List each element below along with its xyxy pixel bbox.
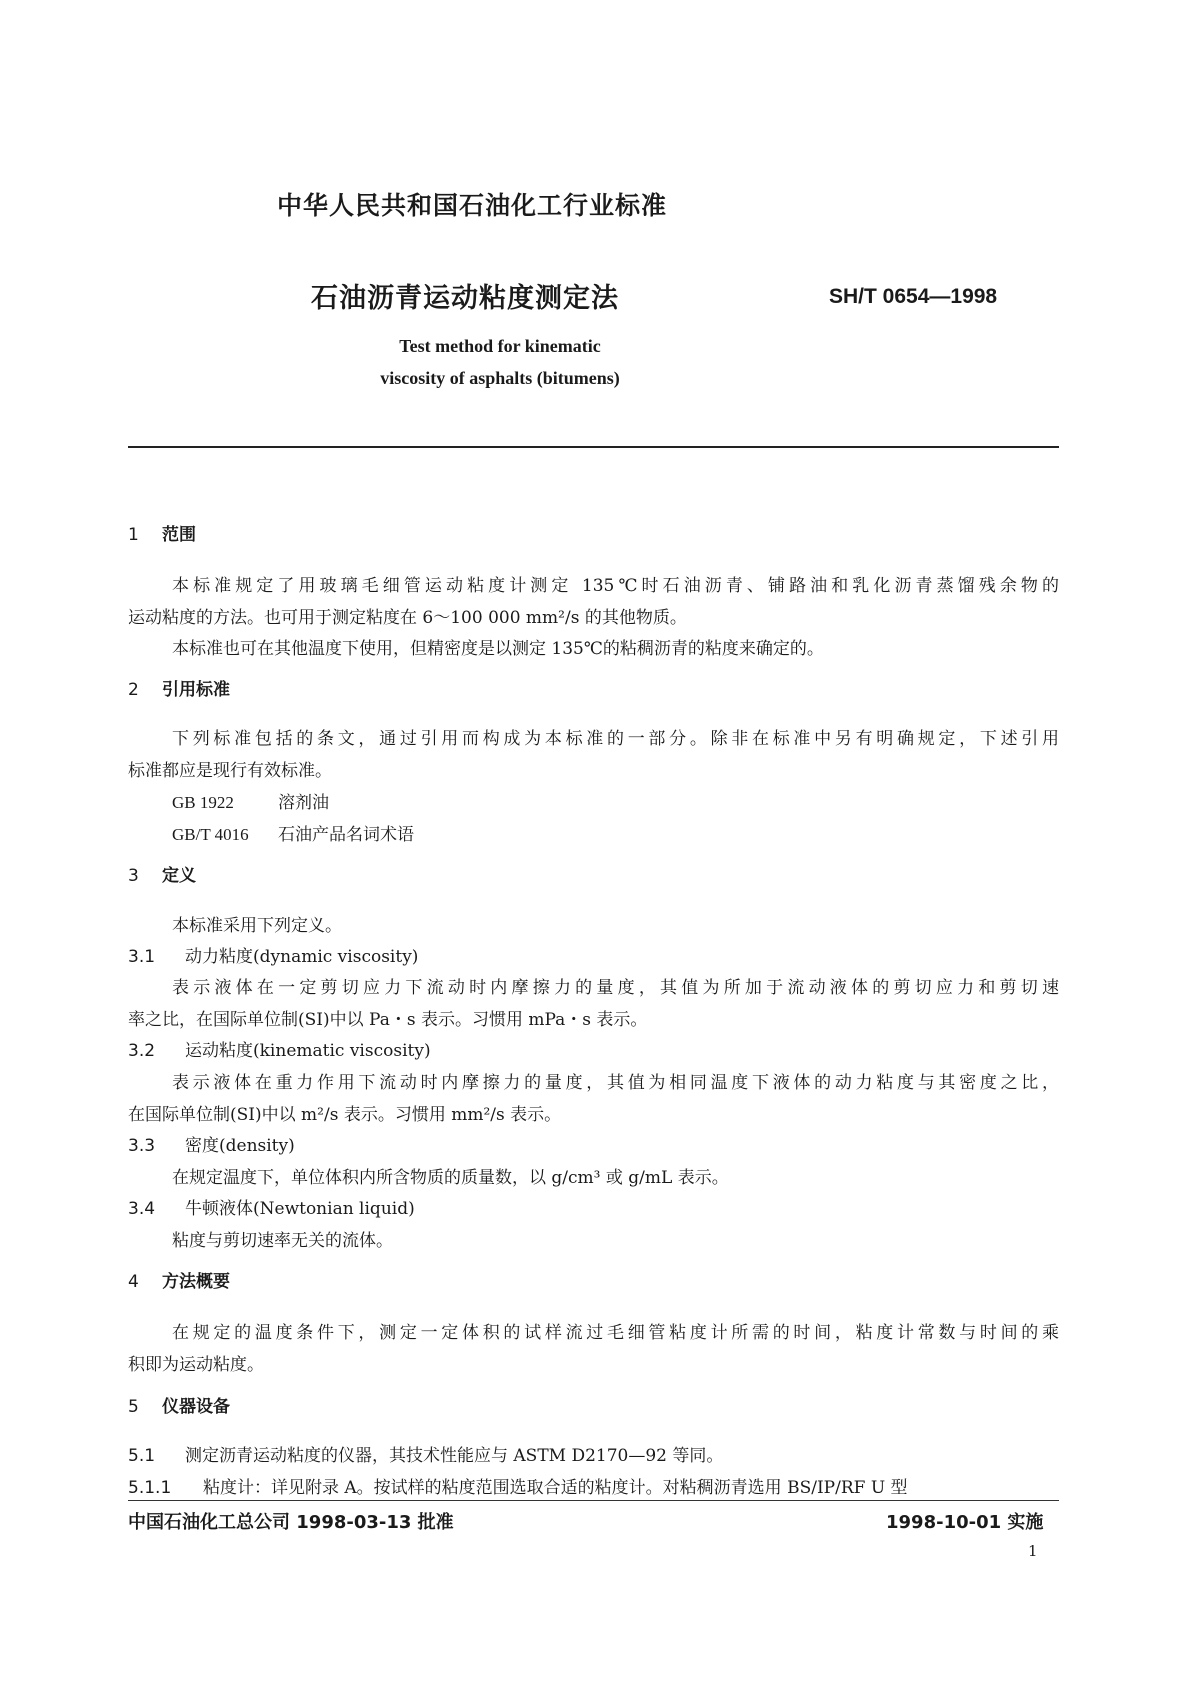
page-title: 石油沥青运动粘度测定法: [311, 283, 619, 314]
reference-item: [172, 788, 329, 813]
english-title-line1: Test method for kinematic: [399, 336, 601, 356]
section-number: 5: [128, 1397, 139, 1417]
term-text: 运动粘度(kinematic viscosity): [185, 1041, 431, 1061]
definition-term: [128, 1131, 295, 1156]
paragraph-line: 表示液体在重力作用下流动时内摩擦力的量度，其值为相同温度下液体的动力粘度与其密度之比，: [172, 1073, 1059, 1093]
term-text: 密度(density): [185, 1136, 295, 1156]
paragraph-line: 积即为运动粘度。: [128, 1355, 264, 1375]
clause-number: 3.4: [128, 1199, 156, 1219]
section-4-heading: [128, 1267, 230, 1292]
section-title: 引用标准: [162, 680, 230, 700]
section-2-heading: [128, 675, 230, 700]
section-number: 1: [128, 525, 139, 545]
clause-item: [128, 1473, 908, 1498]
section-title: 方法概要: [162, 1272, 230, 1292]
reference-name: 溶剂油: [278, 793, 329, 813]
page-number: 1: [1028, 1542, 1038, 1560]
paragraph-line: 在规定的温度条件下，测定一定体积的试样流过毛细管粘度计所需的时间，粘度计常数与时间的乘: [172, 1323, 1059, 1343]
reference-item: [172, 820, 414, 845]
section-1-heading: [128, 520, 196, 545]
term-text: 牛顿液体(Newtonian liquid): [185, 1199, 415, 1219]
section-number: 2: [128, 680, 139, 700]
header-divider: [128, 446, 1059, 448]
section-number: 4: [128, 1272, 139, 1292]
clause-text: 粘度计：详见附录 A。按试样的粘度范围选取合适的粘度计。对粘稠沥青选用 BS/IP/RF U 型: [203, 1478, 908, 1498]
english-title-line2: viscosity of asphalts (bitumens): [380, 368, 620, 388]
standard-code: SH/T 0654—1998: [829, 285, 998, 308]
definition-term: [128, 942, 418, 967]
paragraph-line: 本标准也可在其他温度下使用，但精密度是以测定 135℃的粘稠沥青的粘度来确定的。: [172, 639, 824, 659]
clause-number: 3.2: [128, 1041, 156, 1061]
clause-number: 5.1.1: [128, 1478, 172, 1498]
reference-name: 石油产品名词术语: [278, 825, 414, 845]
approval-date: 中国石油化工总公司 1998-03-13 批准: [128, 1512, 454, 1533]
paragraph-line: 在国际单位制(SI)中以 m²/s 表示。习惯用 mm²/s 表示。: [128, 1105, 562, 1125]
definition-term: [128, 1194, 415, 1219]
section-3-heading: [128, 861, 196, 886]
section-title: 范围: [162, 525, 196, 545]
clause-item: [128, 1441, 723, 1466]
standard-header: 中华人民共和国石油化工行业标准: [277, 191, 668, 220]
paragraph-line: 表示液体在一定剪切应力下流动时内摩擦力的量度，其值为所加于流动液体的剪切应力和剪切速: [172, 978, 1059, 998]
paragraph-line: 率之比，在国际单位制(SI)中以 Pa・s 表示。习惯用 mPa・s 表示。: [128, 1010, 648, 1030]
clause-text: 测定沥青运动粘度的仪器，其技术性能应与 ASTM D2170—92 等同。: [185, 1446, 724, 1466]
implementation-date: 1998-10-01 实施: [886, 1512, 1044, 1533]
clause-number: 3.3: [128, 1136, 156, 1156]
clause-number: 5.1: [128, 1446, 156, 1466]
paragraph-line: 在规定温度下，单位体积内所含物质的质量数，以 g/cm³ 或 g/mL 表示。: [172, 1168, 729, 1188]
paragraph-line: 本标准采用下列定义。: [172, 916, 342, 936]
paragraph-line: 粘度与剪切速率无关的流体。: [172, 1231, 393, 1251]
section-title: 仪器设备: [162, 1397, 230, 1417]
definition-term: [128, 1036, 431, 1061]
reference-code: GB/T 4016: [172, 825, 249, 844]
paragraph-line: 本标准规定了用玻璃毛细管运动粘度计测定 135℃时石油沥青、铺路油和乳化沥青蒸馏残余物的: [172, 576, 1059, 596]
paragraph-line: 运动粘度的方法。也可用于测定粘度在 6～100 000 mm²/s 的其他物质。: [128, 608, 687, 628]
section-title: 定义: [162, 866, 196, 886]
term-text: 动力粘度(dynamic viscosity): [185, 947, 419, 967]
paragraph-line: 标准都应是现行有效标准。: [128, 761, 332, 781]
clause-number: 3.1: [128, 947, 156, 967]
section-number: 3: [128, 866, 139, 886]
footer-divider: [128, 1500, 1059, 1501]
reference-code: GB 1922: [172, 793, 234, 812]
paragraph-line: 下列标准包括的条文，通过引用而构成为本标准的一部分。除非在标准中另有明确规定，下述引用: [172, 729, 1059, 749]
section-5-heading: [128, 1392, 230, 1417]
